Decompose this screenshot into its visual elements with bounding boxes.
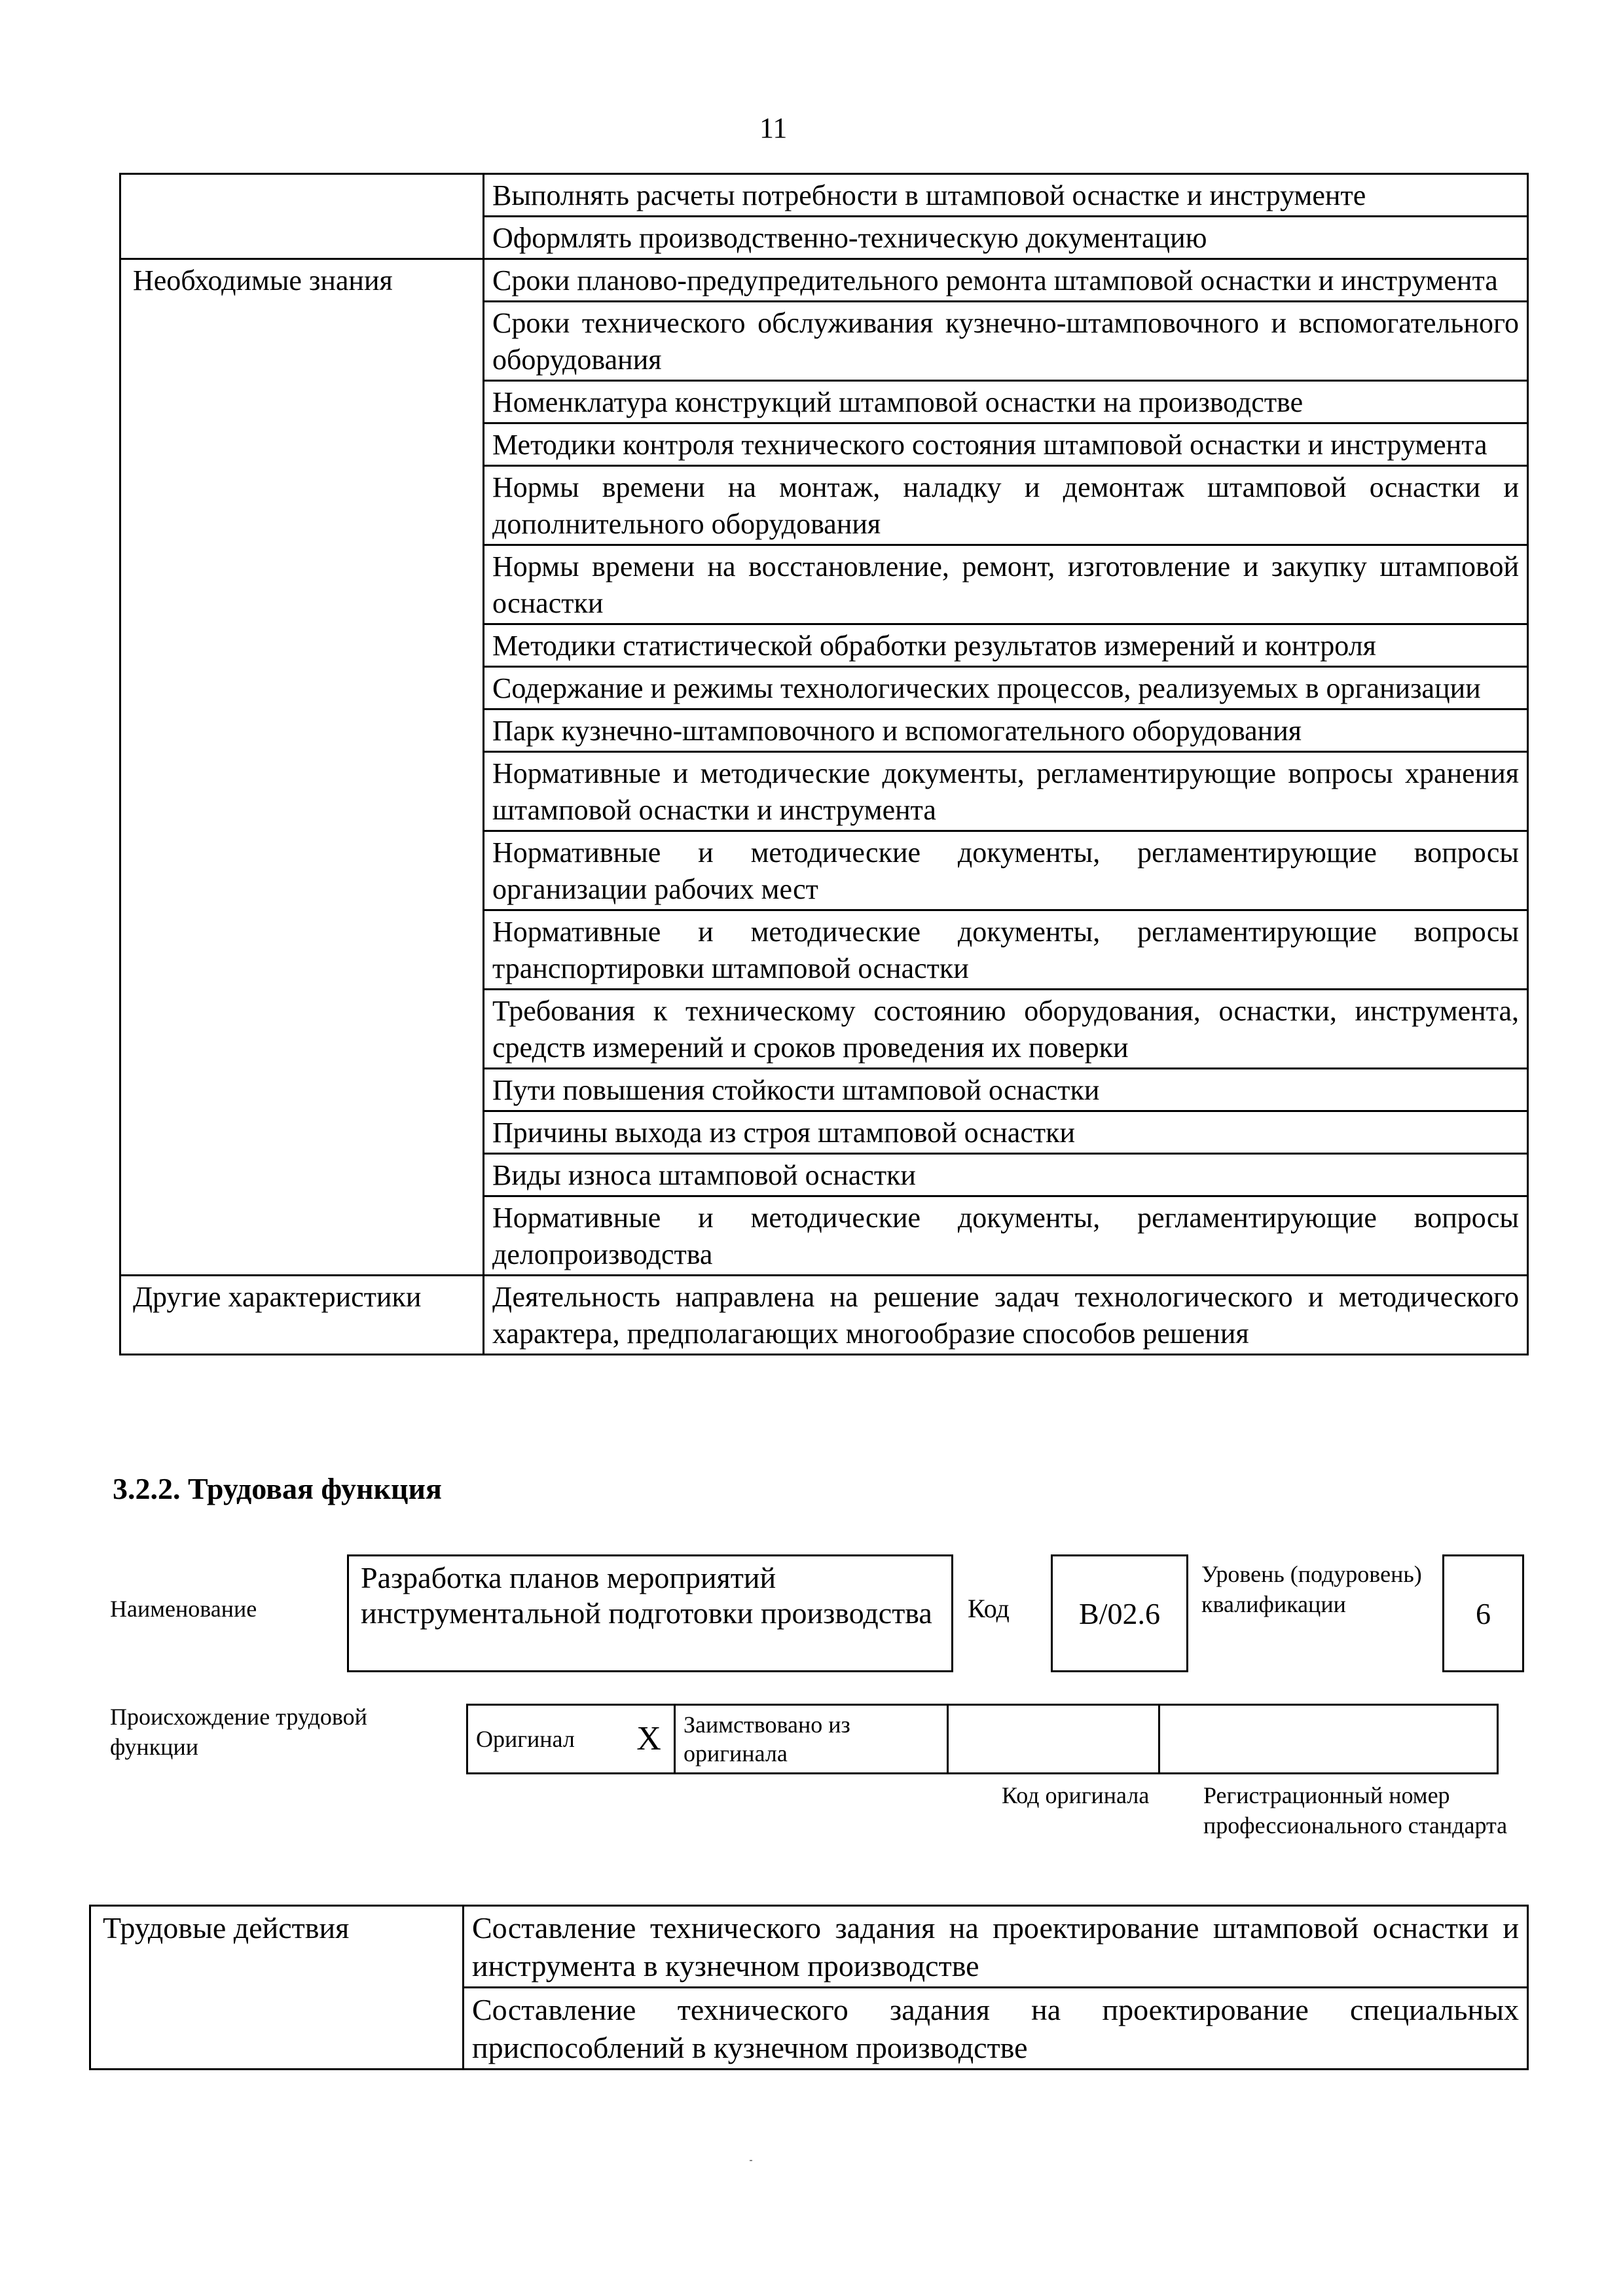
- function-name-box: Разработка планов мероприятий инструментальной подготовки производства: [347, 1554, 953, 1672]
- section-heading: 3.2.2. Трудовая функция: [113, 1472, 442, 1505]
- table-cell: Нормативные и методические документы, регламентирующие вопросы организации рабочих мест: [484, 831, 1528, 910]
- table-cell: Методики контроля технического состояния штамповой оснастки и инструмента: [484, 423, 1528, 466]
- table-cell: Содержание и режимы технологических процессов, реализуемых в организации: [484, 667, 1528, 709]
- table-cell: Деятельность направлена на решение задач технологического и методического характера, предполагающих многообразие способов решения: [484, 1276, 1528, 1355]
- row-label: [120, 174, 484, 259]
- row-label-actions: Трудовые действия: [90, 1906, 464, 2070]
- table-cell: Нормативные и методические документы, регламентирующие вопросы транспортировки штамповой оснастки: [484, 910, 1528, 990]
- table-cell: Номенклатура конструкций штамповой оснастки на производстве: [484, 381, 1528, 423]
- original-mark: X: [624, 1705, 675, 1774]
- table-row: [120, 259, 1528, 302]
- knowledge-table: [119, 173, 1529, 1355]
- level-value-box: 6: [1442, 1554, 1524, 1672]
- original-label: Оригинал: [467, 1705, 625, 1774]
- name-label: Наименование: [110, 1596, 257, 1622]
- table-row: [120, 174, 1528, 217]
- table-cell: Требования к техническому состоянию оборудования, оснастки, инструмента, средств измерений и сроков проведения их поверки: [484, 990, 1528, 1069]
- reg-number-caption: Регистрационный номер профессионального стандарта: [1203, 1782, 1508, 1839]
- table-row: [120, 1276, 1528, 1355]
- table-cell: Пути повышения стойкости штамповой оснастки: [484, 1069, 1528, 1111]
- origin-label: Происхождение трудовой функции: [110, 1704, 367, 1760]
- table-cell: Методики статистической обработки результатов измерений и контроля: [484, 624, 1528, 667]
- code-value-box: B/02.6: [1051, 1554, 1188, 1672]
- table-cell: Причины выхода из строя штамповой оснастки: [484, 1111, 1528, 1154]
- row-label-other: Другие характеристики: [120, 1276, 484, 1355]
- borrowed-reg-cell: [1159, 1705, 1498, 1774]
- code-original-caption: Код оригинала: [1002, 1782, 1150, 1808]
- table-cell: Нормативные и методические документы, регламентирующие вопросы хранения штамповой оснастки и инструмента: [484, 752, 1528, 831]
- borrowed-label: Заимствовано из оригинала: [675, 1705, 948, 1774]
- code-label: Код: [968, 1594, 1010, 1623]
- borrowed-code-cell: [948, 1705, 1159, 1774]
- table-cell: Виды износа штамповой оснастки: [484, 1154, 1528, 1196]
- page-number: 11: [759, 112, 788, 144]
- table-cell: Нормы времени на восстановление, ремонт, изготовление и закупку штамповой оснастки: [484, 545, 1528, 624]
- table-cell: Оформлять производственно-техническую документацию: [484, 217, 1528, 259]
- labor-actions-table: [89, 1905, 1529, 2070]
- table-row: [90, 1906, 1528, 1988]
- level-label: Уровень (подуровень) квалификации: [1201, 1561, 1422, 1617]
- origin-table: [466, 1704, 1499, 1774]
- table-cell: Нормативные и методические документы, регламентирующие вопросы делопроизводства: [484, 1196, 1528, 1276]
- scan-speck: [750, 2160, 752, 2161]
- table-cell: Сроки технического обслуживания кузнечно-штамповочного и вспомогательного оборудования: [484, 302, 1528, 381]
- table-row: [467, 1705, 1498, 1774]
- row-label-knowledge: Необходимые знания: [120, 259, 484, 1276]
- table-cell: Сроки планово-предупредительного ремонта штамповой оснастки и инструмента: [484, 259, 1528, 302]
- table-cell: Составление технического задания на проектирование специальных приспособлений в кузнечном производстве: [464, 1988, 1528, 2070]
- table-cell: Нормы времени на монтаж, наладку и демонтаж штамповой оснастки и дополнительного оборудования: [484, 466, 1528, 545]
- table-cell: Парк кузнечно-штамповочного и вспомогательного оборудования: [484, 709, 1528, 752]
- table-cell: Составление технического задания на проектирование штамповой оснастки и инструмента в кузнечном производстве: [464, 1906, 1528, 1988]
- table-cell: Выполнять расчеты потребности в штамповой оснастке и инструменте: [484, 174, 1528, 217]
